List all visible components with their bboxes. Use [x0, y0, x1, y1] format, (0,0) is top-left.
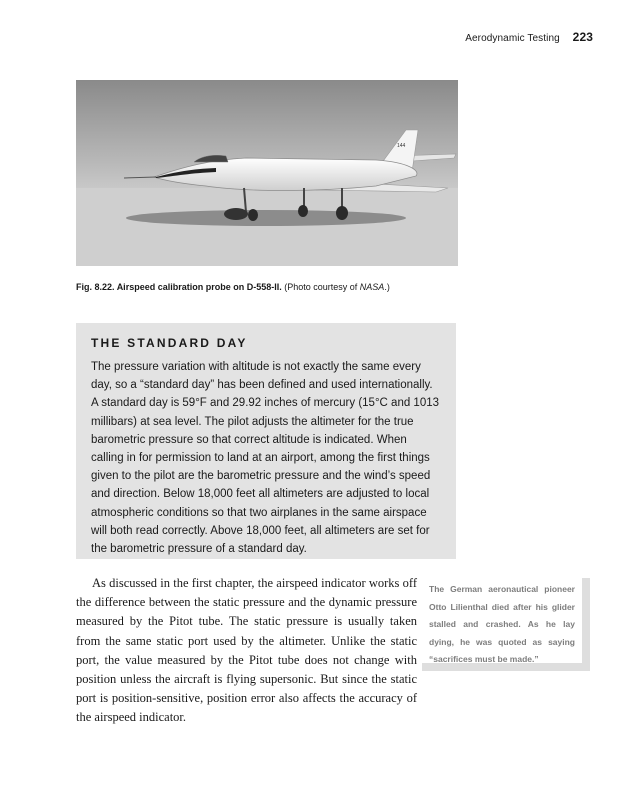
- nose-wheel-2: [248, 209, 258, 221]
- margin-note: [422, 578, 590, 671]
- margin-note-panel: [422, 578, 582, 663]
- main-wheel-left: [298, 205, 308, 217]
- aircraft-shadow: [126, 210, 406, 226]
- credit-open: (Photo courtesy of: [284, 282, 360, 292]
- margin-note-text: The German aeronautical pioneer Otto Lilienthal died after his glider stalled and crashed. As he lay dying, he was quoted as saying “sacrifices must be made.”: [429, 584, 575, 664]
- page-number: 223: [572, 30, 593, 44]
- main-wheel-right: [336, 206, 348, 220]
- figure-caption-text: Airspeed calibration probe on D-558-II.: [116, 282, 282, 292]
- body-paragraph: As discussed in the first chapter, the airspeed indicator works off the difference between the static pressure and the dynamic pressure measured by the Pitot tube. The static pressure is usually taken from the same static port used by the altimeter. Unlike the static port, the value measured by the Pitot tube does not change with position unless the aircraft is flying supersonic. But since the static port is position-sensitive, position error also affects the accuracy of the airspeed indicator.: [76, 576, 417, 725]
- nose-wheel: [224, 208, 248, 220]
- standard-day-box: [76, 323, 456, 559]
- credit-close: .): [384, 282, 390, 292]
- lakebed-ground: [76, 188, 458, 266]
- tail-marking: 144: [397, 143, 406, 149]
- credit-org: NASA: [359, 282, 385, 292]
- box-title: THE STANDARD DAY: [91, 336, 248, 350]
- figure-label: Fig. 8.22.: [76, 282, 115, 292]
- photo-credit: [284, 282, 390, 292]
- aircraft-photo: [76, 80, 458, 266]
- figure-caption: [76, 282, 390, 292]
- running-title: Aerodynamic Testing: [465, 33, 560, 44]
- running-header: [465, 30, 593, 44]
- box-text: The pressure variation with altitude is not exactly the same every day, so a “standard day” has been defined and used internationally. A standard day is 59°F and 29.92 inches of mercury (15°C and 1013 millibars) at sea level. The pilot adjusts the altimeter for the true barometric pressure so that correct altitude is indicated. When calling in for permission to land at an airport, among the first things given to the pilot are the barometric pressure and the wind’s speed and direction. Below 18,000 feet all altimeters are adjusted to local atmospheric conditions so that two airplanes in the same airspace will both read correctly. Above 18,000 feet, all altimeters are set for the barometric pressure of a standard day.: [91, 361, 440, 556]
